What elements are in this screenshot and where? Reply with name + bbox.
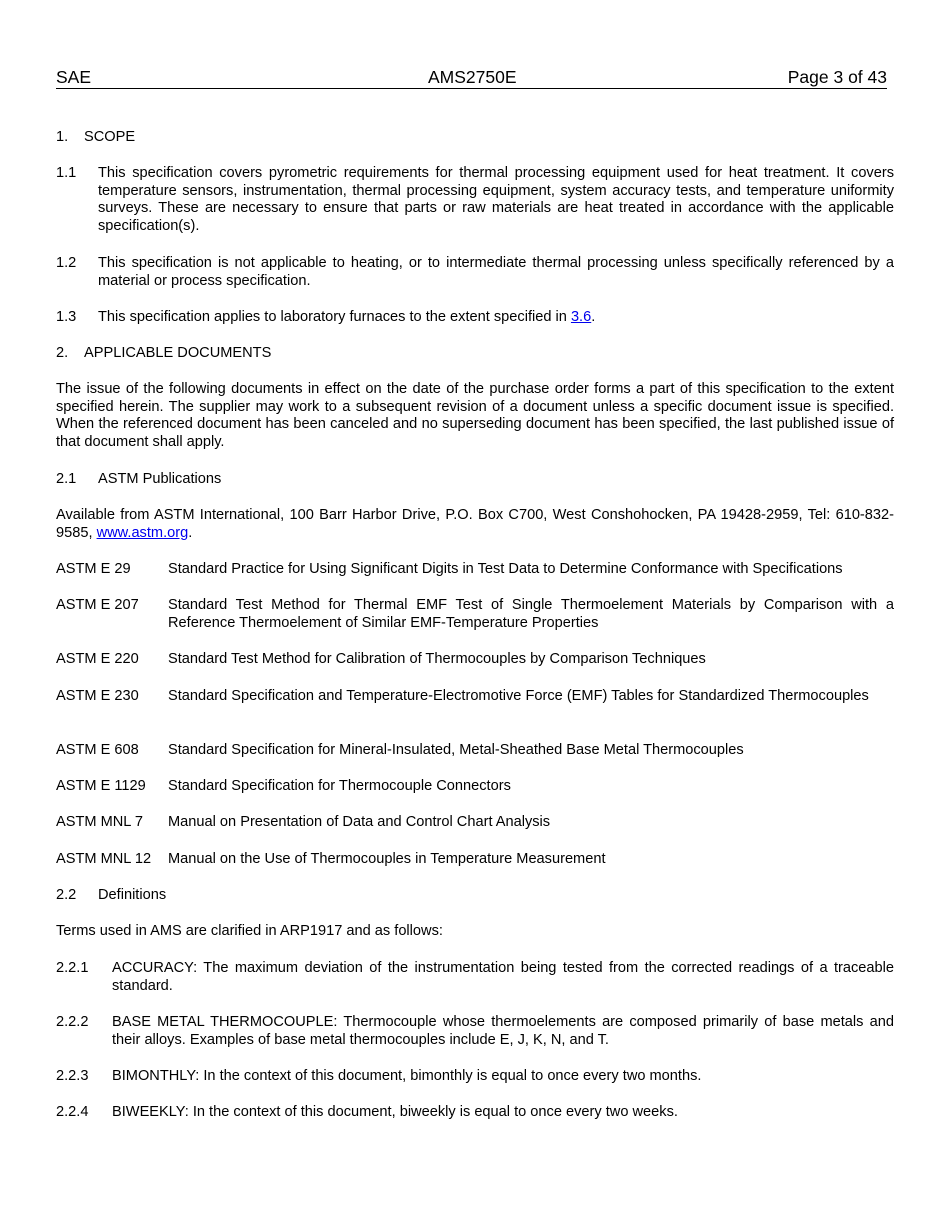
definition-text: ACCURACY: The maximum deviation of the instrumentation being tested from the corrected readings of a traceable standard. bbox=[112, 960, 894, 994]
section-heading-applicable-documents: 2. APPLICABLE DOCUMENTS bbox=[56, 345, 272, 361]
definition-number: 2.2.4 bbox=[56, 1104, 89, 1120]
definition-number: 2.2.2 bbox=[56, 1014, 89, 1030]
reference-entry bbox=[56, 778, 894, 796]
astm-website-link[interactable]: www.astm.org bbox=[96, 524, 189, 541]
section-heading-scope: 1. SCOPE bbox=[56, 129, 136, 145]
reference-entry bbox=[56, 851, 894, 869]
definition-number: 2.2.3 bbox=[56, 1068, 89, 1084]
reference-title: Standard Practice for Using Significant Digits in Test Data to Determine Conformance with Specifications bbox=[168, 561, 843, 577]
definition-entry bbox=[56, 960, 894, 996]
reference-code: ASTM E 29 bbox=[56, 561, 131, 577]
reference-entry bbox=[56, 651, 894, 669]
paragraph-1-1: 1.1 This specification covers pyrometric requirements for thermal processing equipment used for heat treatment. It covers temperature sensors, instrumentation, thermal processing equipment, system accuracy tests, and temperature uniformity surveys. These are necessary to ensure that parts or raw materials are heat treated in accordance with the applicable specification(s). bbox=[56, 165, 894, 234]
reference-entry bbox=[56, 814, 894, 832]
section-heading-definitions: 2.2 Definitions bbox=[56, 887, 167, 903]
definition-text: BASE METAL THERMOCOUPLE: Thermocouple whose thermoelements are composed primarily of base metals and their alloys. Examples of base metal thermocouples include E, J, K, N, and T. bbox=[112, 1014, 894, 1048]
reference-title: Standard Test Method for Thermal EMF Test of Single Thermoelement Materials by Comparison with a Reference Thermoelement of Similar EMF-Temperature Properties bbox=[168, 597, 894, 631]
reference-title: Standard Specification and Temperature-Electromotive Force (EMF) Tables for Standardized Thermocouples bbox=[168, 688, 869, 704]
reference-code: ASTM E 1129 bbox=[56, 778, 146, 794]
definition-text: BIWEEKLY: In the context of this document, biweekly is equal to once every two weeks. bbox=[112, 1104, 678, 1120]
reference-title: Standard Test Method for Calibration of Thermocouples by Comparison Techniques bbox=[168, 651, 706, 667]
definition-text: BIMONTHLY: In the context of this document, bimonthly is equal to once every two months. bbox=[112, 1068, 702, 1084]
definition-entry bbox=[56, 1104, 894, 1122]
definition-number: 2.2.1 bbox=[56, 960, 89, 976]
reference-entry bbox=[56, 688, 894, 724]
section-3-6-link[interactable]: 3.6 bbox=[570, 309, 592, 325]
reference-title: Manual on Presentation of Data and Control Chart Analysis bbox=[168, 814, 551, 830]
reference-code: ASTM E 230 bbox=[56, 688, 139, 704]
definition-entry bbox=[56, 1068, 894, 1086]
reference-title: Standard Specification for Mineral-Insulated, Metal-Sheathed Base Metal Thermocouples bbox=[168, 742, 744, 758]
header-doc-id: AMS2750E bbox=[428, 67, 517, 87]
reference-code: ASTM MNL 12 bbox=[56, 851, 152, 867]
reference-entry bbox=[56, 597, 894, 633]
reference-code: ASTM E 608 bbox=[56, 742, 139, 758]
page-header bbox=[56, 67, 887, 89]
reference-entry bbox=[56, 561, 894, 579]
reference-code: ASTM E 207 bbox=[56, 597, 139, 613]
reference-entry bbox=[56, 742, 894, 760]
definitions-intro: Terms used in AMS are clarified in ARP1917 and as follows: bbox=[56, 923, 443, 939]
reference-title: Standard Specification for Thermocouple Connectors bbox=[168, 778, 511, 794]
paragraph-1-3: 1.3 This specification applies to laboratory furnaces to the extent specified in 3.6. bbox=[56, 309, 596, 325]
reference-code: ASTM E 220 bbox=[56, 651, 139, 667]
paragraph-1-2: 1.2 This specification is not applicable to heating, or to intermediate thermal processing unless specifically referenced by a material or process specification. bbox=[56, 255, 894, 289]
reference-title: Manual on the Use of Thermocouples in Temperature Measurement bbox=[168, 851, 606, 867]
section-heading-astm-publications: 2.1 ASTM Publications bbox=[56, 471, 222, 487]
reference-code: ASTM MNL 7 bbox=[56, 814, 144, 830]
paragraph-2-intro: The issue of the following documents in effect on the date of the purchase order forms a part of this specification to the extent specified herein. The supplier may work to a subsequent revision of a document unless a specific document issue is specified. When the referenced document has been canceled and no superseding document has been specified, the last published issue of that document shall apply. bbox=[56, 381, 894, 450]
definition-entry bbox=[56, 1014, 894, 1050]
astm-availability: Available from ASTM International, 100 Barr Harbor Drive, P.O. Box C700, West Conshohocken, PA 19428-2959, Tel: 610-832-9585, www.astm.org. bbox=[56, 507, 894, 541]
header-org: SAE bbox=[56, 67, 92, 87]
header-page-number: Page 3 of 43 bbox=[787, 67, 887, 87]
